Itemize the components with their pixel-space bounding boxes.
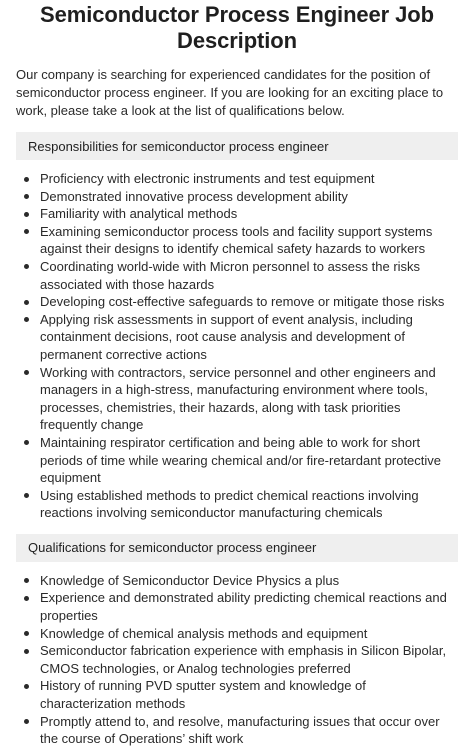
qualifications-section — [16, 534, 458, 748]
intro-paragraph: Our company is searching for experienced candidates for the position of semiconductor process engineer. If you are looking for an exciting place to work, please take a look at the list of qualifications below. — [16, 67, 444, 118]
list-item: Applying risk assessments in support of event analysis, including containment decisions, root cause analysis and development of permanent corrective actions — [16, 311, 458, 364]
list-item: Coordinating world-wide with Micron personnel to assess the risks associated with those hazards — [16, 258, 458, 293]
list-item: Promptly attend to, and resolve, manufacturing issues that occur over the course of Operations’ shift work — [16, 713, 458, 748]
qualifications-heading: Qualifications for semiconductor process engineer — [16, 534, 458, 562]
list-item: Knowledge of Semiconductor Device Physics a plus — [16, 572, 458, 590]
list-item: Demonstrated innovative process development ability — [16, 188, 458, 206]
qualifications-list — [16, 572, 458, 748]
list-item: Knowledge of chemical analysis methods and equipment — [16, 625, 458, 643]
responsibilities-heading: Responsibilities for semiconductor process engineer — [16, 132, 458, 160]
responsibilities-section — [16, 132, 458, 522]
responsibilities-list — [16, 170, 458, 522]
list-item: Using established methods to predict chemical reactions involving reactions involving semiconductor manufacturing chemicals — [16, 487, 458, 522]
list-item: Semiconductor fabrication experience with emphasis in Silicon Bipolar, CMOS technologies, or Analog technologies preferred — [16, 642, 458, 677]
list-item: Familiarity with analytical methods — [16, 205, 458, 223]
list-item: Examining semiconductor process tools and facility support systems against their designs to identify chemical safety hazards to workers — [16, 223, 458, 258]
page-title: Semiconductor Process Engineer Job Description — [40, 2, 434, 53]
list-item: Developing cost-effective safeguards to remove or mitigate those risks — [16, 293, 458, 311]
list-item: Proficiency with electronic instruments and test equipment — [16, 170, 458, 188]
list-item: History of running PVD sputter system and knowledge of characterization methods — [16, 677, 458, 712]
list-item: Working with contractors, service personnel and other engineers and managers in a high-stress, manufacturing environment where tools, processes, chemistries, their hazards, along with task priorities frequently change — [16, 364, 458, 434]
list-item: Experience and demonstrated ability predicting chemical reactions and properties — [16, 589, 458, 624]
list-item: Maintaining respirator certification and being able to work for short periods of time while wearing chemical and/or fire-retardant protective equipment — [16, 434, 458, 487]
